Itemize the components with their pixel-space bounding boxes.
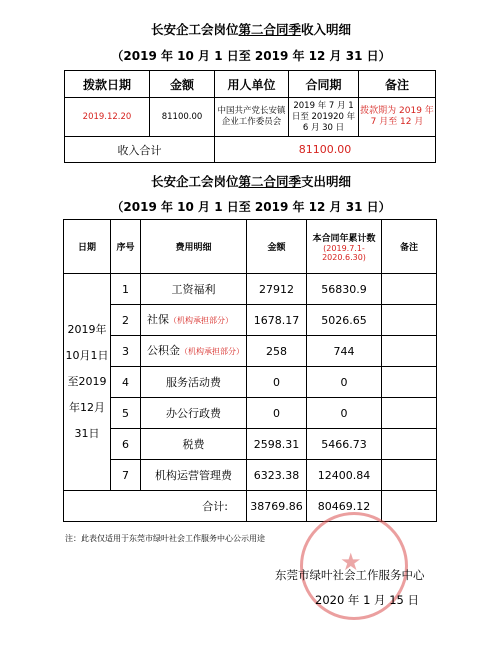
- expense-seq: 4: [111, 367, 141, 398]
- expense-cumulative: 5026.65: [307, 305, 382, 336]
- table-row: [64, 398, 437, 429]
- expense-item-label: 社保: [147, 313, 169, 326]
- expense-amount: 0: [247, 398, 307, 429]
- expense-note: [382, 336, 437, 367]
- income-period: （2019 年 10 月 1 日至 2019 年 12 月 31 日）: [111, 49, 391, 63]
- signature-date: 2020 年 1 月 15 日: [315, 593, 419, 607]
- income-header-contract: 合同期: [289, 71, 359, 98]
- expense-title: 长安企工会岗位第二合同季支出明细: [150, 174, 352, 189]
- income-date: 2019.12.20: [65, 98, 150, 137]
- income-header-note: 备注: [359, 71, 436, 98]
- expense-item-label: 服务活动费: [166, 376, 221, 389]
- expense-item-label: 公积金: [147, 344, 180, 357]
- income-total-label: 收入合计: [65, 137, 215, 163]
- expense-total-cumulative: 80469.12: [307, 491, 382, 522]
- expense-note: [382, 274, 437, 305]
- expense-seq: 6: [111, 429, 141, 460]
- expense-header-item: 费用明细: [141, 220, 247, 274]
- expense-table: [63, 219, 437, 522]
- expense-cumulative: 744: [307, 336, 382, 367]
- expense-amount: 258: [247, 336, 307, 367]
- expense-item: [141, 305, 247, 336]
- footer-note: 注：此表仅适用于东莞市绿叶社会工作服务中心公示用途: [65, 534, 265, 543]
- expense-note: [382, 460, 437, 491]
- income-total-value: 81100.00: [215, 137, 436, 163]
- income-title: 长安企工会岗位第二合同季收入明细: [150, 22, 352, 37]
- expense-total-amount: 38769.86: [247, 491, 307, 522]
- expense-item-label: 机构运营管理费: [155, 469, 232, 482]
- expense-seq: 3: [111, 336, 141, 367]
- expense-cumulative: 0: [307, 398, 382, 429]
- expense-header-cumulative-range: (2019.7.1-2020.6.30): [322, 244, 366, 262]
- expense-seq: 2: [111, 305, 141, 336]
- income-contract-period: 2019 年 7 月 1 日至 201920 年 6 月 30 日: [289, 98, 359, 137]
- expense-seq: 5: [111, 398, 141, 429]
- expense-item-note: （机构承担部分）: [180, 347, 244, 356]
- expense-item: [141, 460, 247, 491]
- income-header-date: 拨款日期: [65, 71, 150, 98]
- income-amount: 81100.00: [150, 98, 215, 137]
- expense-amount: 27912: [247, 274, 307, 305]
- expense-item: [141, 336, 247, 367]
- expense-amount: 6323.38: [247, 460, 307, 491]
- expense-header-date: 日期: [64, 220, 111, 274]
- expense-seq: 7: [111, 460, 141, 491]
- income-header-amount: 金额: [150, 71, 215, 98]
- expense-seq: 1: [111, 274, 141, 305]
- expense-note: [382, 305, 437, 336]
- expense-note: [382, 429, 437, 460]
- income-note: 拨款期为 2019 年 7 月至 12 月: [359, 98, 436, 137]
- expense-cumulative: 12400.84: [307, 460, 382, 491]
- expense-item-note: （机构承担部分）: [169, 316, 233, 325]
- expense-item-label: 办公行政费: [166, 407, 221, 420]
- table-row: [64, 336, 437, 367]
- expense-item: [141, 274, 247, 305]
- expense-item: [141, 398, 247, 429]
- expense-header-seq: 序号: [111, 220, 141, 274]
- expense-item: [141, 367, 247, 398]
- income-employer: 中国共产党长安镇企业工作委员会: [215, 98, 289, 137]
- expense-header-cumulative: 本合同年累计数 (2019.7.1-2020.6.30): [307, 220, 382, 274]
- table-row: [64, 460, 437, 491]
- expense-amount: 0: [247, 367, 307, 398]
- expense-period: （2019 年 10 月 1 日至 2019 年 12 月 31 日）: [111, 200, 391, 214]
- expense-header-note: 备注: [382, 220, 437, 274]
- table-row: [64, 274, 437, 305]
- table-row: [64, 367, 437, 398]
- stamp-star-icon: ★: [340, 548, 362, 576]
- organization-name: 东莞市绿叶社会工作服务中心: [275, 568, 425, 582]
- expense-cumulative: 56830.9: [307, 274, 382, 305]
- expense-item: [141, 429, 247, 460]
- expense-item-label: 工资福利: [171, 283, 216, 296]
- expense-total-label: 合计:: [64, 491, 247, 522]
- table-row: [64, 429, 437, 460]
- table-row: [64, 305, 437, 336]
- expense-amount: 1678.17: [247, 305, 307, 336]
- expense-total-note: [382, 491, 437, 522]
- expense-header-amount: 金额: [247, 220, 307, 274]
- expense-cumulative: 0: [307, 367, 382, 398]
- expense-item-label: 税费: [182, 438, 205, 451]
- expense-note: [382, 398, 437, 429]
- expense-date-range: 2019年10月1日至2019年12月31日: [64, 274, 111, 491]
- expense-amount: 2598.31: [247, 429, 307, 460]
- income-header-employer: 用人单位: [215, 71, 289, 98]
- income-table: [64, 70, 436, 163]
- expense-note: [382, 367, 437, 398]
- expense-cumulative: 5466.73: [307, 429, 382, 460]
